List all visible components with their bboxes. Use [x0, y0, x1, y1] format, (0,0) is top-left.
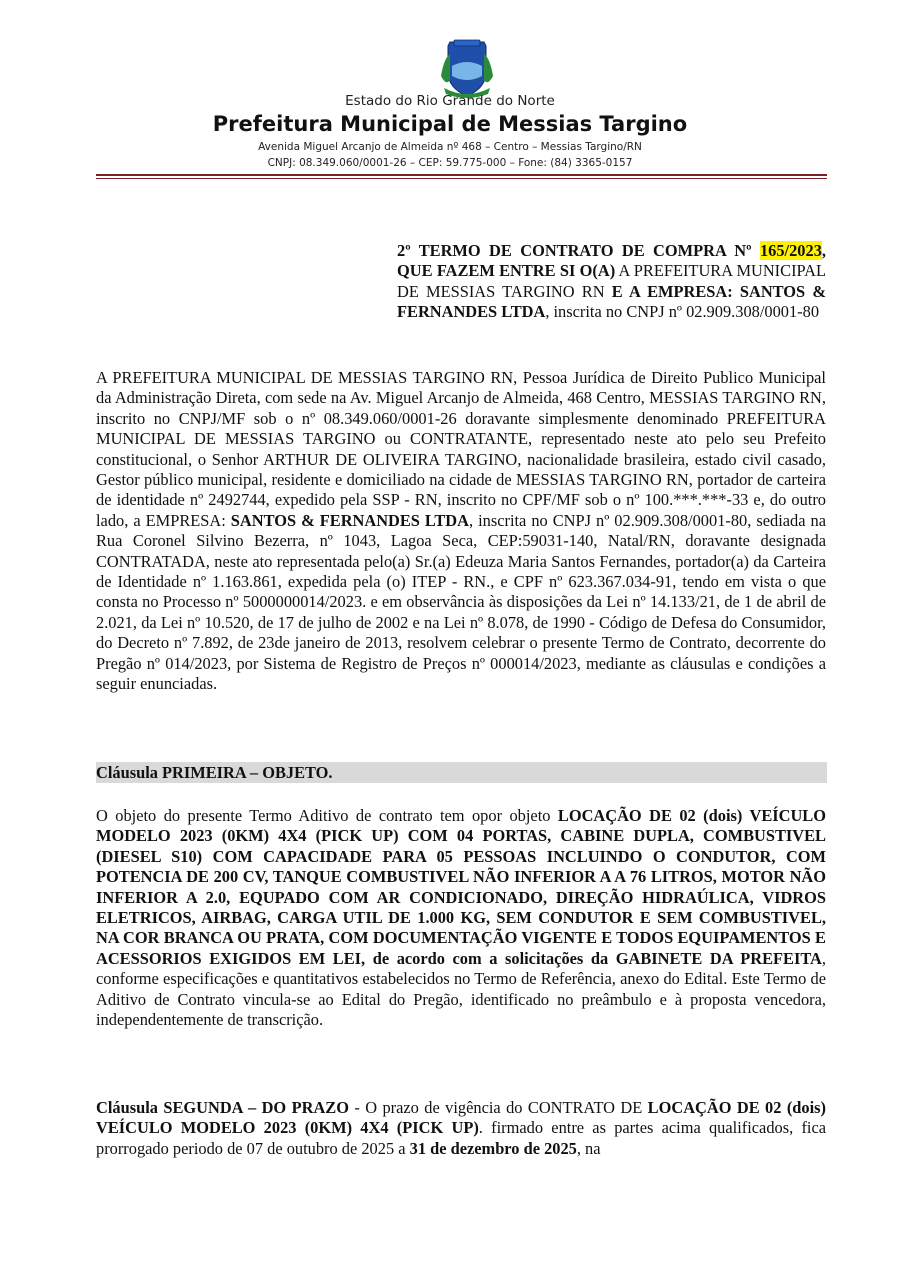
- header-rule-thick: [96, 174, 827, 176]
- clause-2-text-1: - O prazo de vigência do CONTRATO DE: [348, 1098, 648, 1117]
- clause-1-object: LOCAÇÃO DE 02 (dois) VEÍCULO MODELO 2023 (0KM) 4X4 (PICK UP) COM 04 PORTAS, CABINE DUPLA, COMBUSTIVEL (DIESEL S10) COM CAPACIDADE PARA 05 PESSOAS INCLUINDO O CONDUTOR, COM POTENCIA DE 200 CV, TANQUE COMBUSTIVEL NÃO INFERIOR A A 76 LITROS, MOTOR NÃO INFERIOR A 2.0, EQUPADO COM AR CONDICIONADO, DIREÇÃO HIDRAÚLICA, VIDROS ELETRICOS, AIRBAG, CARGA UTIL DE 1.000 KG, SEM CONDUTOR E SEM COMBUSTIVEL, NA COR BRANCA OU PRATA, COM DOCUMENTAÇÃO VIGENTE E TODOS EQUIPAMENTOS E ACESSORIOS EXIGIDOS EM LEI, de acordo com a solicitações da GABINETE DA PREFEITA: [96, 806, 826, 968]
- clause-2-heading: Cláusula SEGUNDA – DO PRAZO: [96, 1098, 349, 1117]
- municipal-coat-of-arms-icon: [438, 36, 496, 100]
- preamble-paragraph: [96, 368, 826, 695]
- contract-title-part2: , QUE FAZEM ENTRE SI O(A): [397, 241, 826, 281]
- clause-1-rest: , conforme especificações e quantitativos estabelecidos no Termo de Referência, anexo do Edital. Este Termo de Aditivo de Contrato vincula-se ao Edital do Pregão, identificado no preâmbulo e à proposta vencedora, independentemente de transcrição.: [96, 948, 826, 1030]
- header-contacts: CNPJ: 08.349.060/0001-26 – CEP: 59.775-000 – Fone: (84) 3365-0157: [267, 157, 633, 169]
- contract-title-part1: 2º TERMO DE CONTRATO DE COMPRA Nº: [397, 241, 752, 260]
- contract-title-part4: , inscrita no CNPJ nº 02.909.308/0001-80: [545, 302, 820, 322]
- preamble-company: SANTOS & FERNANDES LTDA: [230, 510, 469, 530]
- clause-1-intro: O objeto do presente Termo Aditivo de contrato tem opor objeto: [96, 806, 558, 825]
- clause-2-text-2: . firmado entre as partes acima qualificados, fica prorrogado periodo de 07 de outubro de 2025 a: [96, 1118, 827, 1158]
- header-rule-thin: [96, 178, 827, 179]
- clause-2-bold-2: 31 de dezembro de 2025: [409, 1138, 577, 1158]
- contract-number: 165/2023: [759, 241, 822, 260]
- contract-title-part3: A PREFEITURA MUNICIPAL DE MESSIAS TARGINO RN: [397, 261, 826, 301]
- clause-1-paragraph: [96, 806, 826, 1030]
- header-state: Estado do Rio Grande do Norte: [345, 93, 555, 109]
- header-address: Avenida Miguel Arcanjo de Almeida nº 468 – Centro – Messias Targino/RN: [258, 141, 642, 153]
- preamble-text-2: , inscrita no CNPJ nº 02.909.308/0001-80, sediada na Rua Coronel Silvino Bezerra, nº 1043, Lagoa Seca, CEP:59031-140, Natal/RN, doravante designada CONTRATADA, neste ato representada pelo(a) Sr.(a) Edeuza Maria Santos Fernandes, portador(a) da Carteira de Identidade nº 1.163.861, expedida pela (o) ITEP - RN., e CPF nº 623.367.034-91, tendo em vista o que consta no Processo nº 5000000014/2023. e em observância às disposições da Lei nº 14.133/21, de 1 de abril de 2.021, da Lei nº 10.520, de 17 de julho de 2002 e na Lei nº 8.078, de 1990 - Código de Defesa do Consumidor, do Decreto nº 7.892, de 23de janeiro de 2013, resolvem celebrar o presente Termo de Contrato, decorrente do Pregão nº 014/2023, por Sistema de Registro de Preços nº 000014/2023, mediante as cláusulas e condições a seguir enunciadas.: [96, 510, 826, 694]
- clause-2-text-3: , na: [576, 1138, 601, 1158]
- clause-2-paragraph: [96, 1098, 826, 1159]
- clause-2-bold-1: LOCAÇÃO DE 02 (dois) VEÍCULO MODELO 2023 (0KM) 4X4 (PICK UP): [96, 1098, 826, 1138]
- contract-title: [397, 241, 826, 323]
- preamble-text-1: A PREFEITURA MUNICIPAL DE MESSIAS TARGINO RN, Pessoa Jurídica de Direito Publico Municipal da Administração Direta, com sede na Av. Miguel Arcanjo de Almeida, 468 Centro, MESSIAS TARGINO RN, inscrito no CNPJ/MF sob o nº 08.349.060/0001-26 doravante simplesmente denominado PREFEITURA MUNICIPAL DE MESSIAS TARGINO ou CONTRATANTE, representado neste ato pelo seu Prefeito constitucional, o Senhor ARTHUR DE OLIVEIRA TARGINO, nacionalidade brasileira, estado civil casado, Gestor público municipal, residente e domiciliado na cidade de MESSIAS TARGINO RN, portador de carteira de identidade nº 2492744, expedido pela SSP - RN, inscrito no CPF/MF sob o nº 100.***.***-33 e, do outro lado, a EMPRESA:: [96, 368, 826, 530]
- clause-1-heading: Cláusula PRIMEIRA – OBJETO.: [96, 762, 827, 783]
- header-title: Prefeitura Municipal de Messias Targino: [212, 112, 688, 136]
- contract-title-company: E A EMPRESA: SANTOS & FERNANDES LTDA: [397, 281, 826, 322]
